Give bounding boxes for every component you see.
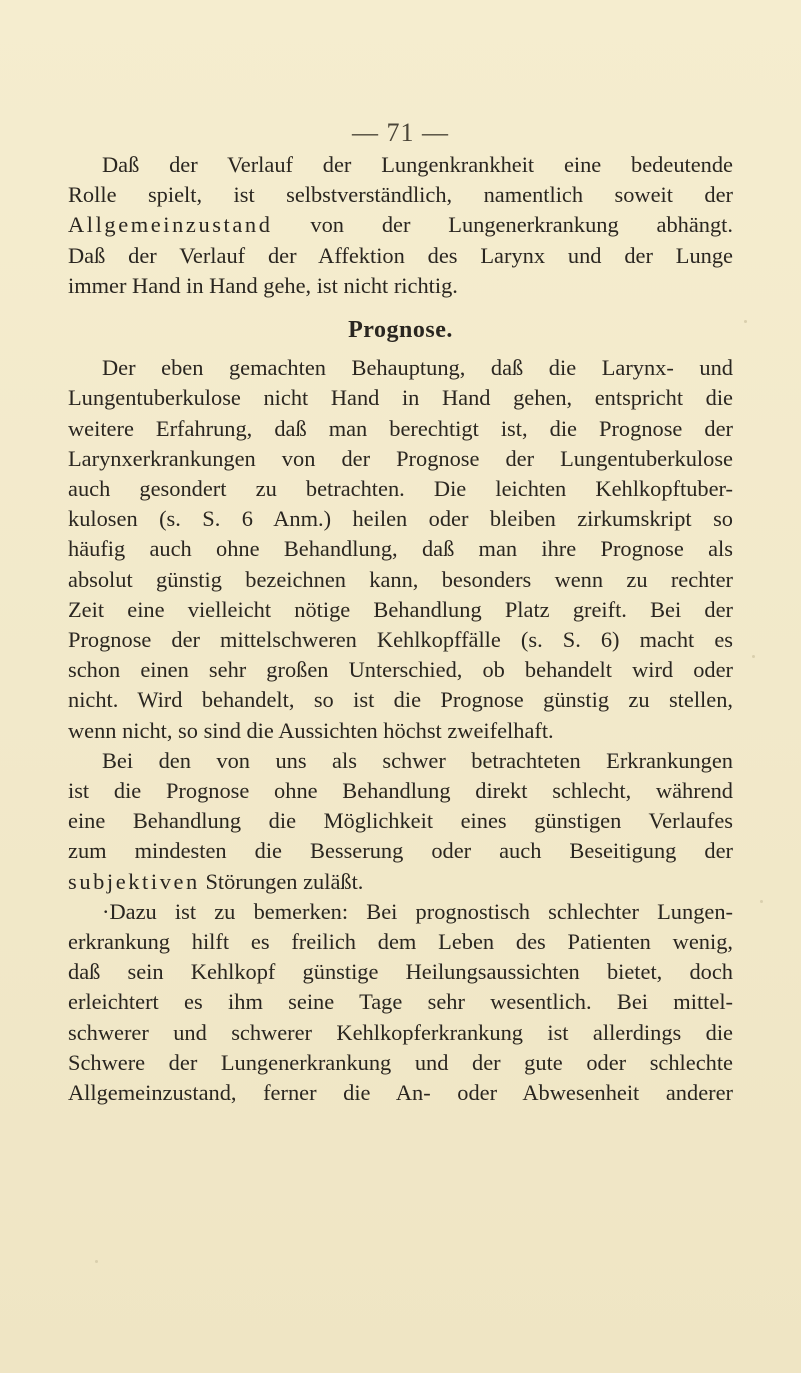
- text-line: Allgemeinzustand, ferner die An- oder Abwesenheit anderer: [68, 1080, 733, 1106]
- text-line: häufig auch ohne Behandlung, daß man ihre Prognose als: [68, 536, 733, 562]
- paragraph-bemerken: [68, 897, 733, 1108]
- text-line: eine Behandlung die Möglichkeit eines günstigen Verlaufes: [68, 808, 733, 834]
- text-line: weitere Erfahrung, daß man berechtigt ist, die Prognose der: [68, 415, 733, 441]
- emphasized-word: Allgemeinzustand: [68, 212, 273, 238]
- text-line-emphasis: [68, 210, 733, 240]
- text-line: wenn nicht, so sind die Aussichten höchst zweifelhaft.: [68, 717, 554, 743]
- paragraph-schwer: [68, 746, 733, 897]
- paper-speck: [744, 320, 747, 323]
- paper-speck: [760, 900, 763, 903]
- text-line: absolut günstig bezeichnen kann, besonders wenn zu rechter: [68, 566, 733, 592]
- text-line: daß sein Kehlkopf günstige Heilungsaussichten bietet, doch: [68, 959, 733, 985]
- text-line: Zeit eine vielleicht nötige Behandlung Platz greift. Bei der: [68, 596, 733, 622]
- text-line: erleichtert es ihm seine Tage sehr wesentlich. Bei mittel-: [68, 989, 733, 1015]
- text-line: Daß der Verlauf der Lungenkrankheit eine bedeutende: [102, 152, 733, 177]
- paper-speck: [752, 655, 755, 658]
- text-line: Larynxerkrankungen von der Prognose der Lungentuberkulose: [68, 445, 733, 471]
- emphasized-word: subjektiven: [68, 868, 200, 894]
- text-line: ·Dazu ist zu bemerken: Bei prognostisch schlechter Lungen-: [102, 898, 733, 924]
- paragraph-intro: [68, 150, 733, 301]
- page-number: — 71 —: [352, 118, 449, 147]
- text-line: Prognose der mittelschweren Kehlkopffälle (s. S. 6) macht es: [68, 627, 733, 653]
- text-line: Schwere der Lungenerkrankung und der gute oder schlechte: [68, 1049, 733, 1075]
- text-line: Bei den von uns als schwer betrachteten Erkrankungen: [102, 747, 733, 773]
- text-line: schwerer und schwerer Kehlkopferkrankung ist allerdings die: [68, 1019, 733, 1045]
- text-line-emphasis: [68, 867, 733, 897]
- text-line: kulosen (s. S. 6 Anm.) heilen oder bleiben zirkumskript so: [68, 506, 733, 532]
- paper-speck: [95, 1260, 98, 1263]
- text-line: schon einen sehr großen Unterschied, ob behandelt wird oder: [68, 657, 733, 683]
- text-line: ist die Prognose ohne Behandlung direkt schlecht, während: [68, 778, 733, 804]
- text-line-rest: Störungen zuläßt.: [199, 868, 364, 894]
- text-line: Der eben gemachten Behauptung, daß die Larynx- und: [102, 355, 733, 381]
- text-line: Daß der Verlauf der Affektion des Larynx und der Lunge: [68, 242, 733, 268]
- text-line-rest: von der Lungenerkrankung abhängt.: [272, 212, 733, 238]
- text-line: immer Hand in Hand gehe, ist nicht richtig.: [68, 272, 458, 298]
- text-line: auch gesondert zu betrachten. Die leichten Kehlkopftuber-: [68, 476, 733, 502]
- text-line: zum mindesten die Besserung oder auch Beseitigung der: [68, 838, 733, 864]
- text-body: [68, 150, 733, 1108]
- text-line: nicht. Wird behandelt, so ist die Prognose günstig zu stellen,: [68, 687, 733, 713]
- section-heading: Prognose.: [348, 317, 453, 344]
- text-line: Lungentuberkulose nicht Hand in Hand gehen, entspricht die: [68, 385, 733, 411]
- text-line: erkrankung hilft es freilich dem Leben des Patienten wenig,: [68, 929, 733, 955]
- text-line: Rolle spielt, ist selbstverständlich, namentlich soweit der: [68, 182, 733, 208]
- paragraph-prognose: [68, 353, 733, 746]
